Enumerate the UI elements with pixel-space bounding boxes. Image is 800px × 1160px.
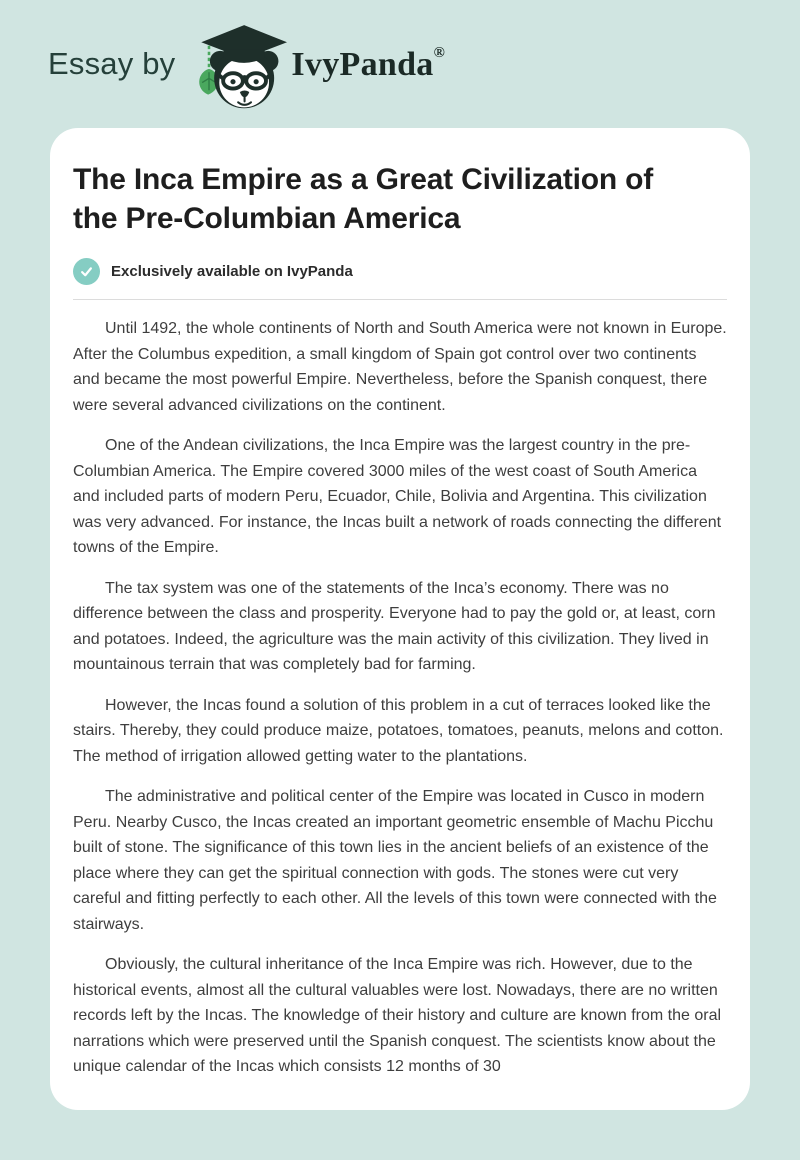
essay-by-label: Essay by — [48, 46, 176, 81]
ivypanda-logo-icon — [191, 22, 287, 114]
essay-paragraph: One of the Andean civilizations, the Inca Empire was the largest country in the pre-Columbian America. The Empire covered 3000 miles of the west coast of South America and included parts of modern Peru, Ecuador, Chile, Bolivia and Argentina. This civilization was very advanced. For instance, the Incas built a network of roads connecting the different towns of the Empire. — [73, 437, 722, 556]
essay-paragraph: The tax system was one of the statements of the Inca’s economy. There was no difference between the class and prosperity. Everyone had to pay the gold or, at least, corn and potatoes. Indeed, the agriculture was the main activity of this civilization. They lived in mountainous terrain that was completely bad for farming. — [73, 579, 716, 673]
essay-paragraph: The administrative and political center of the Empire was located in Cusco in modern Peru. Nearby Cusco, the Incas created an important geometric ensemble of Machu Picchu built of stone. The significance of this town lies in the ancient beliefs of an existence of the place where they can get the spiritual connection with gods. The stones were cut very careful and fitting perfectly to each other. All the levels of this town were connected with the stairways. — [73, 788, 717, 933]
essay-body — [73, 316, 727, 1080]
essay-paragraph: However, the Incas found a solution of this problem in a cut of terraces looked like the stairs. Thereby, they could produce maize, potatoes, tomatoes, peanuts, melons and cotton. The method of irrigation allowed getting water to the plantations. — [73, 696, 724, 765]
divider — [73, 299, 727, 300]
checkmark-icon — [73, 258, 100, 285]
badge-label: Exclusively available on IvyPanda — [111, 263, 353, 280]
availability-badge — [73, 258, 727, 285]
essay-card — [50, 128, 750, 1110]
page-header — [0, 0, 800, 128]
brand-name: IvyPanda® — [291, 44, 446, 83]
registered-mark: ® — [433, 44, 446, 61]
essay-paragraph: Until 1492, the whole continents of North and South America were not known in Europe. After the Columbus expedition, a small kingdom of Spain got control over two continents and became the most powerful Empire. Nevertheless, before the Spanish conquest, there were several advanced civilizations on the continent. — [73, 320, 727, 414]
page-title: The Inca Empire as a Great Civilization of the Pre-Columbian America — [73, 163, 654, 235]
essay-paragraph: Obviously, the cultural inheritance of the Inca Empire was rich. However, due to the historical events, almost all the cultural valuables were lost. Nowadays, there are no written records left by the Incas. The knowledge of their history and culture are known from the oral narrations which were preserved until the Spanish conquest. The scientists know about the unique calendar of the Incas which consists 12 months of 30 — [73, 956, 722, 1075]
